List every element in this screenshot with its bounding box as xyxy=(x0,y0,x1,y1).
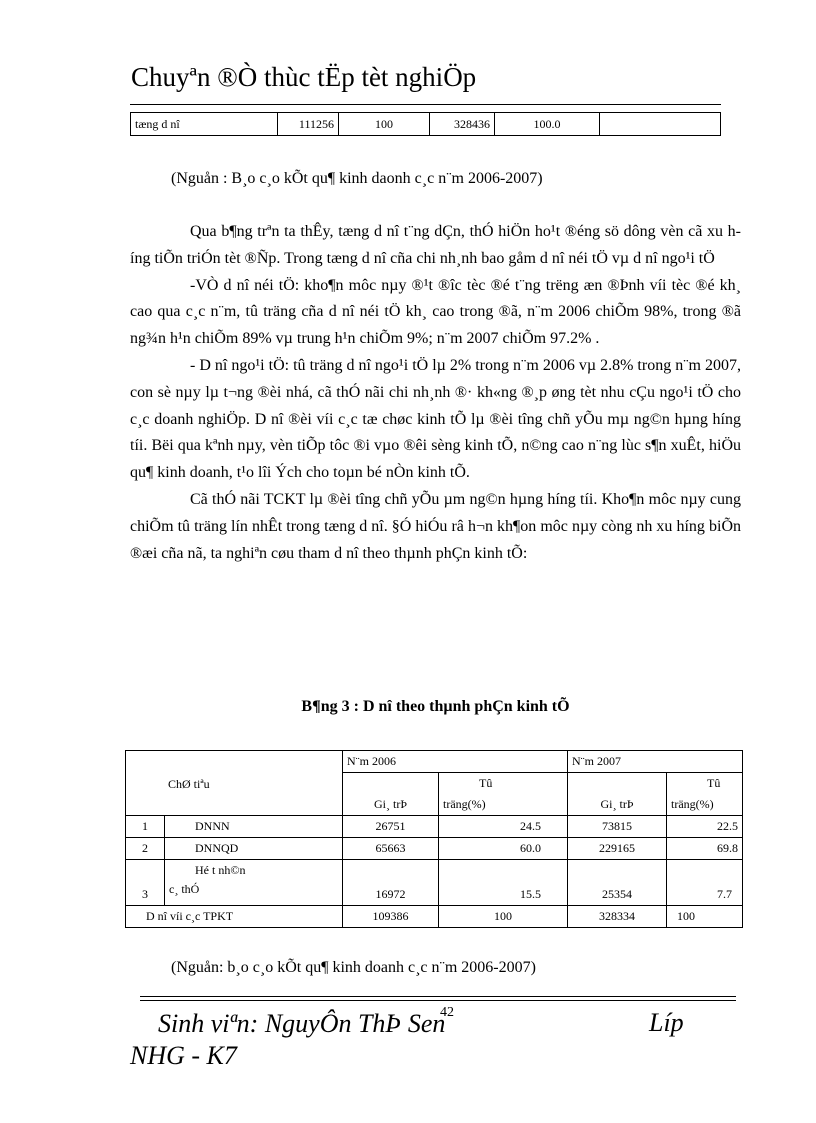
total-ratio-2007: 100 xyxy=(667,906,743,928)
footer-class-code: NHG - K7 xyxy=(130,1041,237,1070)
header-year-2006: N¨m 2006 xyxy=(343,751,568,773)
total-label: D nî víi c¸c TPKT xyxy=(126,906,343,928)
total-value-2006: 109386 xyxy=(343,906,439,928)
row-ratio-2007: 69.8 xyxy=(667,838,743,860)
row-name-line: c¸ thÓ xyxy=(169,882,200,896)
data-table xyxy=(125,750,743,928)
row-ratio-2007: 7.7 xyxy=(667,860,743,906)
table-total-row xyxy=(126,906,743,928)
table-row xyxy=(126,816,743,838)
page-number: 42 xyxy=(440,1005,454,1020)
footer-student-name: Sinh viªn: NguyÔn ThÞ Sen xyxy=(158,1009,446,1038)
row-value-2007: 73815 xyxy=(568,816,667,838)
page-header-title: Chuyªn ®Ò thùc tËp tèt nghiÖp xyxy=(131,62,477,92)
row-value-2006: 26751 xyxy=(343,816,439,838)
row-number: 1 xyxy=(126,816,165,838)
header-value-2006: Gi¸ trÞ xyxy=(343,773,439,816)
row-name: DNNQD xyxy=(165,838,343,860)
table-row xyxy=(131,113,721,136)
header-ratio-2006-top: Tû xyxy=(439,773,568,795)
paragraph: Qua b¶ng trªn ta thÊy, tæng d nî t¨ng dÇn, thÓ hiÖn ho¹t ®éng sö dông vèn cã xu híng tiÕn triÓn tèt ®Ñp. Trong tæng d nî cña chi nh¸nh bao gåm d nî néi tÖ vµ d nî ngo¹i tÖ xyxy=(130,223,741,267)
row-ratio-2006: 15.5 xyxy=(439,860,568,906)
row-name: DNNN xyxy=(165,816,343,838)
header-ratio-2007-top: Tû xyxy=(667,773,743,795)
table-cell xyxy=(600,113,721,136)
body-text xyxy=(130,219,741,567)
row-value-2007: 229165 xyxy=(568,838,667,860)
total-value-2007: 328334 xyxy=(568,906,667,928)
table-title: B¶ng 3 : D nî theo thµnh phÇn kinh tÕ xyxy=(301,698,570,715)
header-divider xyxy=(130,104,721,105)
source-note: (Nguån : B¸o c¸o kÕt qu¶ kinh daonh c¸c n¨m 2006-2007) xyxy=(171,170,543,187)
row-ratio-2006: 60.0 xyxy=(439,838,568,860)
paragraph: Cã thÓ nãi TCKT lµ ®èi tîng chñ yÕu µm ng©n hµng híng tíi. Kho¶n môc nµy cung chiÕm tû träng lín nhÊt trong tæng d nî. §Ó hiÓu râ h¬n kh¶on môc nµy còng nh xu híng biÕn ®æi cña nã, ta nghiªn cøu tham d nî theo thµnh phÇn kinh tÕ: xyxy=(130,490,741,562)
table-row xyxy=(126,860,743,906)
table-cell: 100.0 xyxy=(495,113,600,136)
table-cell: 100 xyxy=(339,113,430,136)
row-number: 2 xyxy=(126,838,165,860)
header-value-2007: Gi¸ trÞ xyxy=(568,773,667,816)
table-header-row xyxy=(126,751,743,773)
continued-table-row xyxy=(130,112,721,136)
row-ratio-2007: 22.5 xyxy=(667,816,743,838)
header-year-2007: N¨m 2007 xyxy=(568,751,743,773)
row-number: 3 xyxy=(126,860,165,906)
row-ratio-2006: 24.5 xyxy=(439,816,568,838)
row-name-line: Hé t nh©n xyxy=(195,863,246,877)
footer-student xyxy=(130,1008,730,1072)
footer-divider xyxy=(140,996,736,997)
paragraph: - D nî ngo¹i tÖ: tû träng d nî ngo¹i tÖ lµ 2% trong n¨m 2006 vµ 2.8% trong n¨m 2007, con sè nµy lµ t¬ng ®èi nhá, cã thÓ nãi chi nh¸nh ®· kh«ng ®¸p øng tèt nhu cÇu ngo¹i tÖ cho c¸c doanh nghiÖp. D nî ®èi víi c¸c tæ chøc kinh tÕ lµ ®èi tîng chñ yÕu mµ ng©n hµng híng tíi. Bëi qua kªnh nµy, vèn tiÕp tôc ®i vµo ®êi sèng kinh tÕ, n©ng cao n¨ng lùc s¶n xuÊt, hiÖu qu¶ kinh doanh, t¹o lîi Ých cho toµn bé nÒn kinh tÕ. xyxy=(130,356,741,482)
footer-class-label: Líp xyxy=(649,1008,684,1037)
table-cell: 328436 xyxy=(430,113,495,136)
table-cell: 111256 xyxy=(278,113,339,136)
total-ratio-2006: 100 xyxy=(439,906,568,928)
header-ratio-2006-bottom: träng(%) xyxy=(439,794,568,816)
footer-divider xyxy=(140,1000,736,1001)
row-value-2006: 16972 xyxy=(343,860,439,906)
row-name xyxy=(165,860,343,906)
paragraph: -VÒ d nî néi tÖ: kho¶n môc nµy ®¹t ®îc tèc ®é t¨ng trëng æn ®Þnh víi tèc ®é kh¸ cao qua c¸c n¨m, tû träng cña d nî néi tÖ kh¸ cao trong ®ã, n¨m 2006 chiÕm 98%, trong ®ã ng¾n h¹n chiÕm 89% vµ trung h¹n chiÕm 9%; n¨m 2007 chiÕm 97.2% . xyxy=(130,276,741,348)
table-cell: tæng d nî xyxy=(131,113,278,136)
table-row xyxy=(126,838,743,860)
header-indicator: ChØ tiªu xyxy=(126,751,343,816)
source-note: (Nguån: b¸o c¸o kÕt qu¶ kinh doanh c¸c n¨m 2006-2007) xyxy=(171,959,536,976)
row-value-2007: 25354 xyxy=(568,860,667,906)
row-value-2006: 65663 xyxy=(343,838,439,860)
header-ratio-2007-bottom: träng(%) xyxy=(667,794,743,816)
